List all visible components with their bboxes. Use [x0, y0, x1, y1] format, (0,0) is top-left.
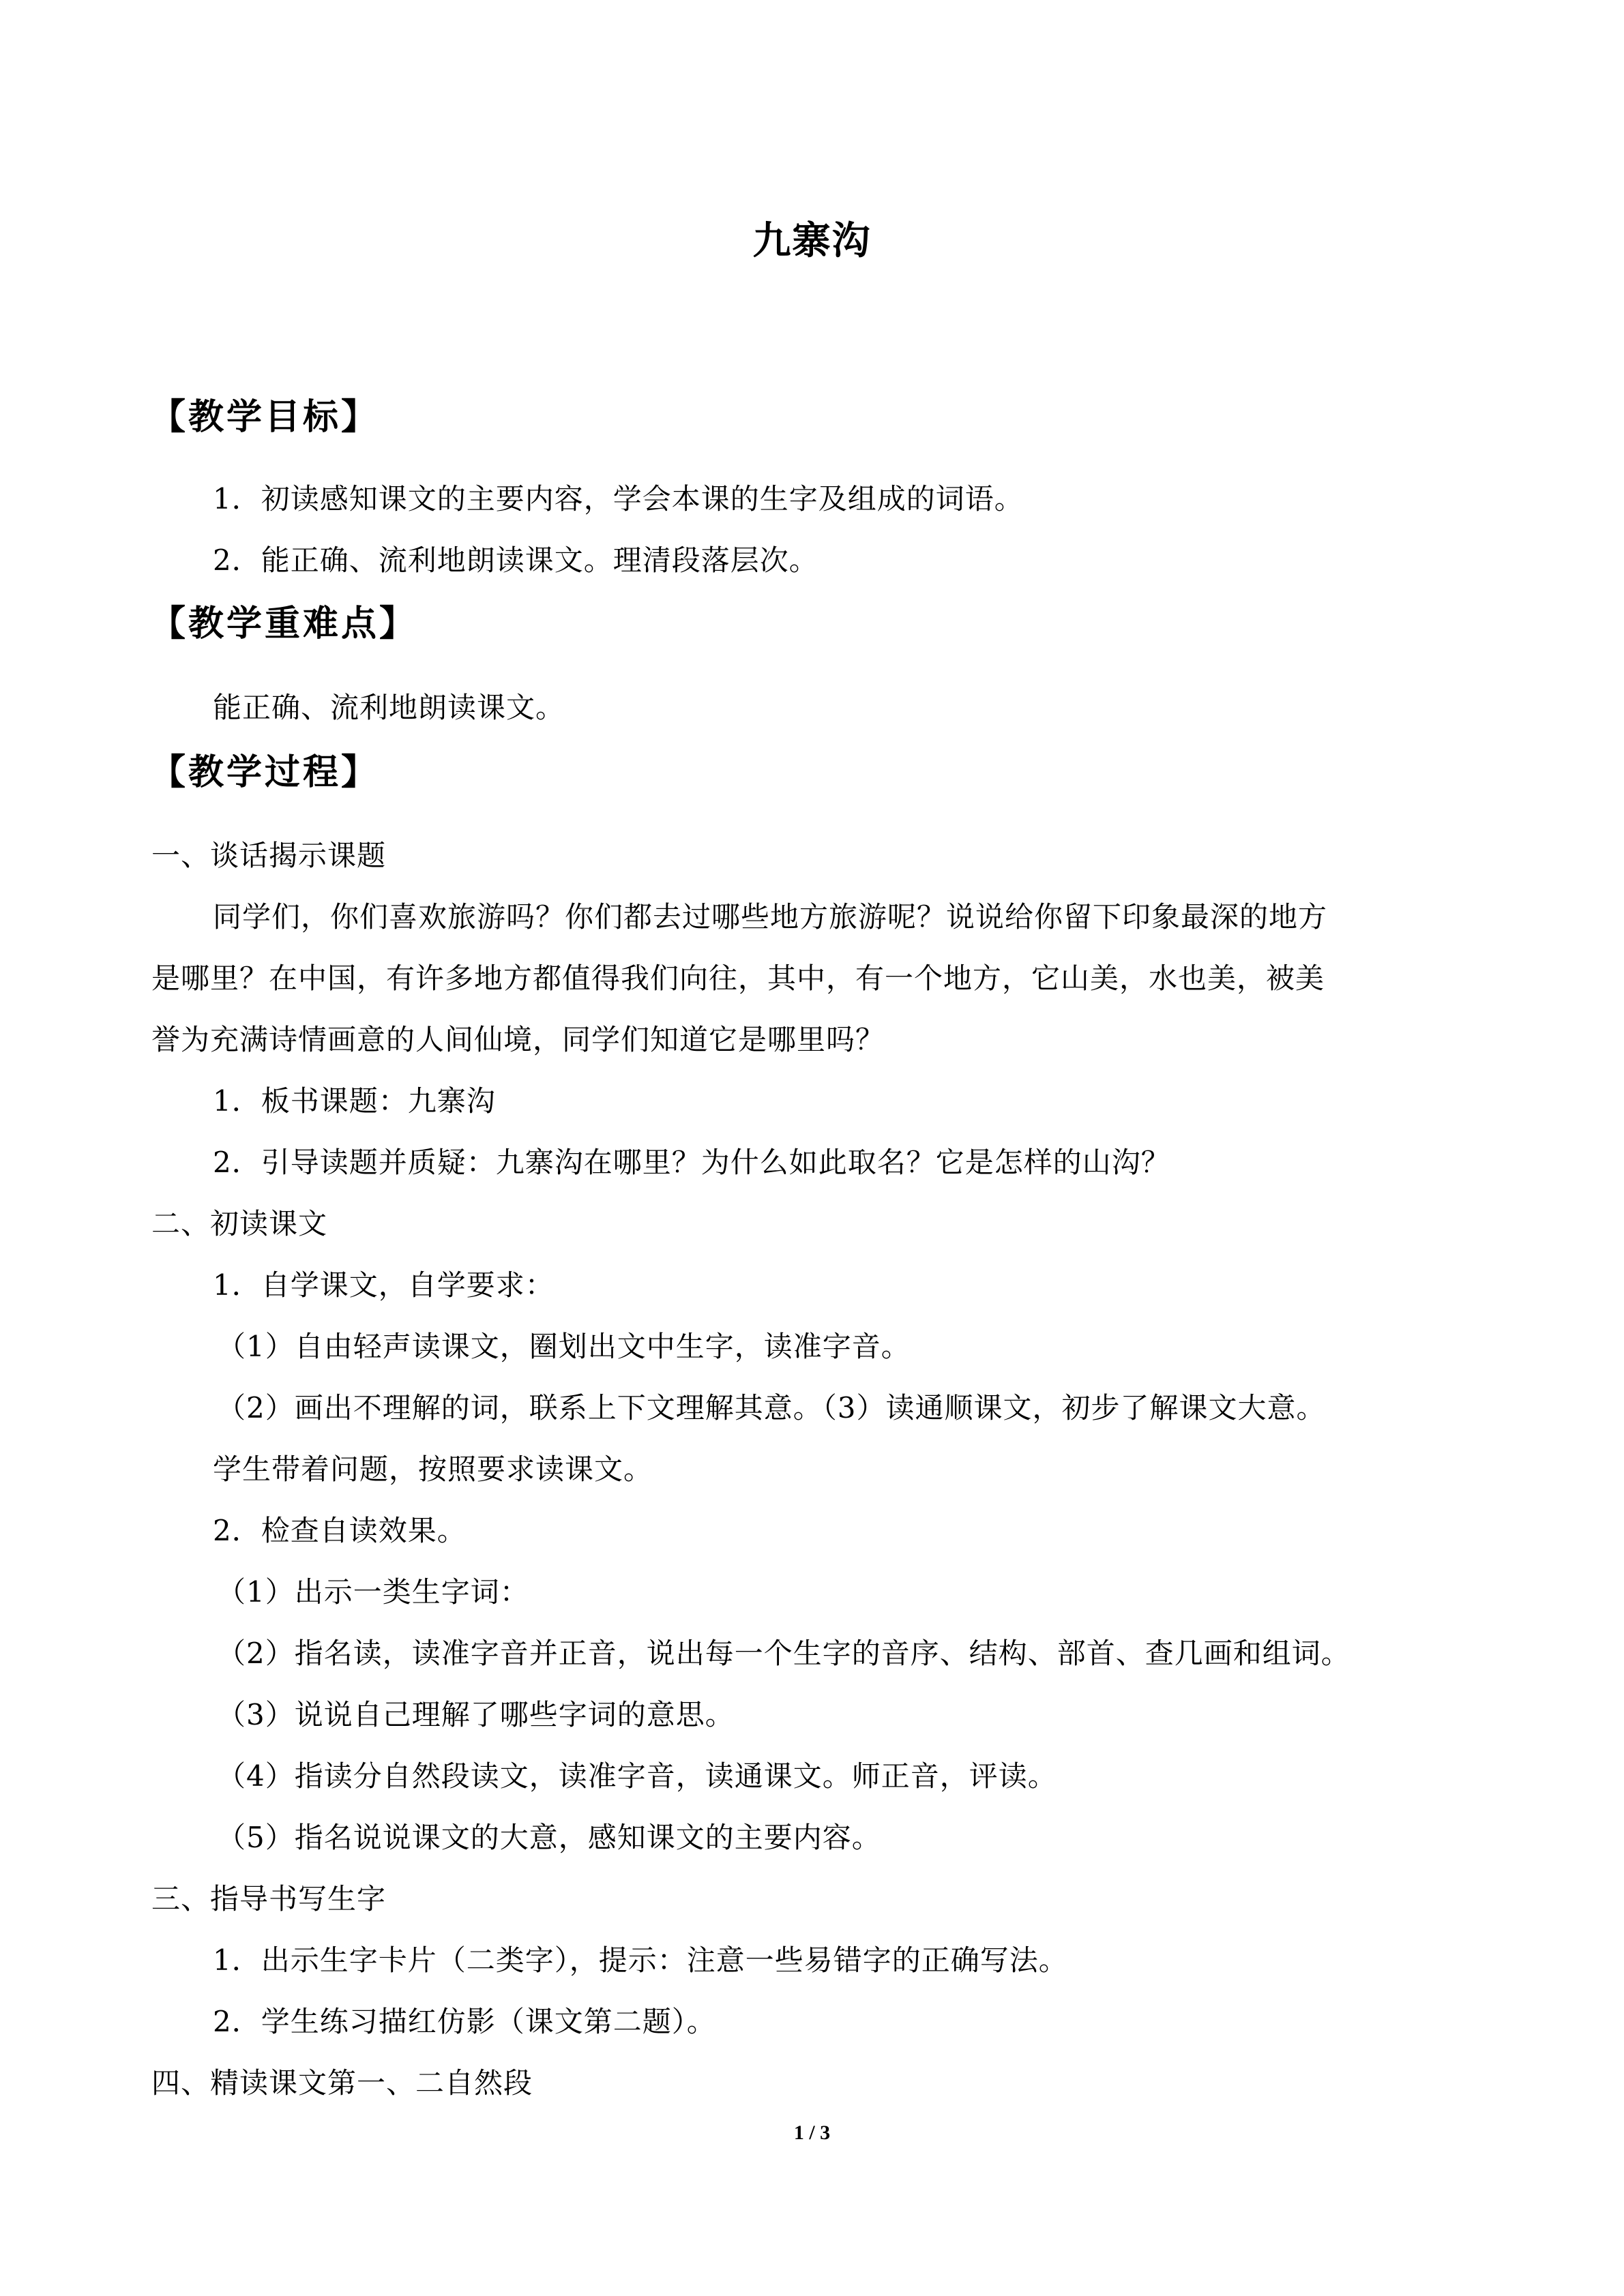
- section-heading: 三、指导书写生字: [151, 1882, 387, 1915]
- document-title: 九寨沟: [752, 219, 872, 263]
- list-item: 2．引导读题并质疑：九寨沟在哪里？为什么如此取名？它是怎样的山沟？: [213, 1146, 1170, 1179]
- paragraph-line: 同学们，你们喜欢旅游吗？你们都去过哪些地方旅游呢？说说给你留下印象最深的地方: [213, 900, 1328, 934]
- list-item: （2）指名读，读准字音并正音，说出每一个生字的音序、结构、部首、查几画和组词。: [217, 1637, 1350, 1670]
- section-heading: 一、谈话揭示课题: [151, 839, 387, 872]
- paragraph-line: 学生带着问题，按照要求读课文。: [213, 1452, 653, 1486]
- list-item: （1）出示一类生字词：: [217, 1575, 529, 1609]
- list-item: （4）指读分自然段读文，读准字音，读通课文。师正音，评读。: [217, 1759, 1057, 1793]
- list-item: 1．自学课文，自学要求：: [213, 1268, 555, 1302]
- list-item: 1．板书课题：九寨沟: [213, 1084, 496, 1118]
- list-item: 2．学生练习描红仿影（课文第二题）。: [213, 2005, 716, 2038]
- objective-item: 2．能正确、流利地朗读课文。理清段落层次。: [213, 543, 818, 577]
- list-item: （2）画出不理解的词，联系上下文理解其意。（3）读通顺课文，初步了解课文大意。: [217, 1391, 1326, 1425]
- heading-process: 【教学过程】: [150, 752, 380, 793]
- paragraph-line: 是哪里？在中国，有许多地方都值得我们向往，其中，有一个地方，它山美，水也美，被美: [151, 961, 1325, 995]
- paragraph-line: 誉为充满诗情画意的人间仙境，同学们知道它是哪里吗？: [151, 1023, 885, 1056]
- section-heading: 四、精读课文第一、二自然段: [151, 2066, 533, 2100]
- heading-objectives: 【教学目标】: [150, 397, 380, 438]
- list-item: （5）指名说说课文的大意，感知课文的主要内容。: [217, 1821, 881, 1854]
- objective-item: 1．初读感知课文的主要内容，学会本课的生字及组成的词语。: [213, 482, 1024, 516]
- list-item: （3）说说自己理解了哪些字词的意思。: [217, 1698, 735, 1731]
- list-item: 1．出示生字卡片（二类字），提示：注意一些易错字的正确写法。: [213, 1943, 1068, 1977]
- list-item: 2．检查自读效果。: [213, 1514, 467, 1547]
- key-points-text: 能正确、流利地朗读课文。: [213, 691, 565, 724]
- section-heading: 二、初读课文: [151, 1207, 328, 1240]
- page-number: 1 / 3: [793, 2121, 831, 2144]
- list-item: （1）自由轻声读课文，圈划出文中生字，读准字音。: [217, 1330, 911, 1363]
- heading-key-points: 【教学重难点】: [150, 603, 418, 644]
